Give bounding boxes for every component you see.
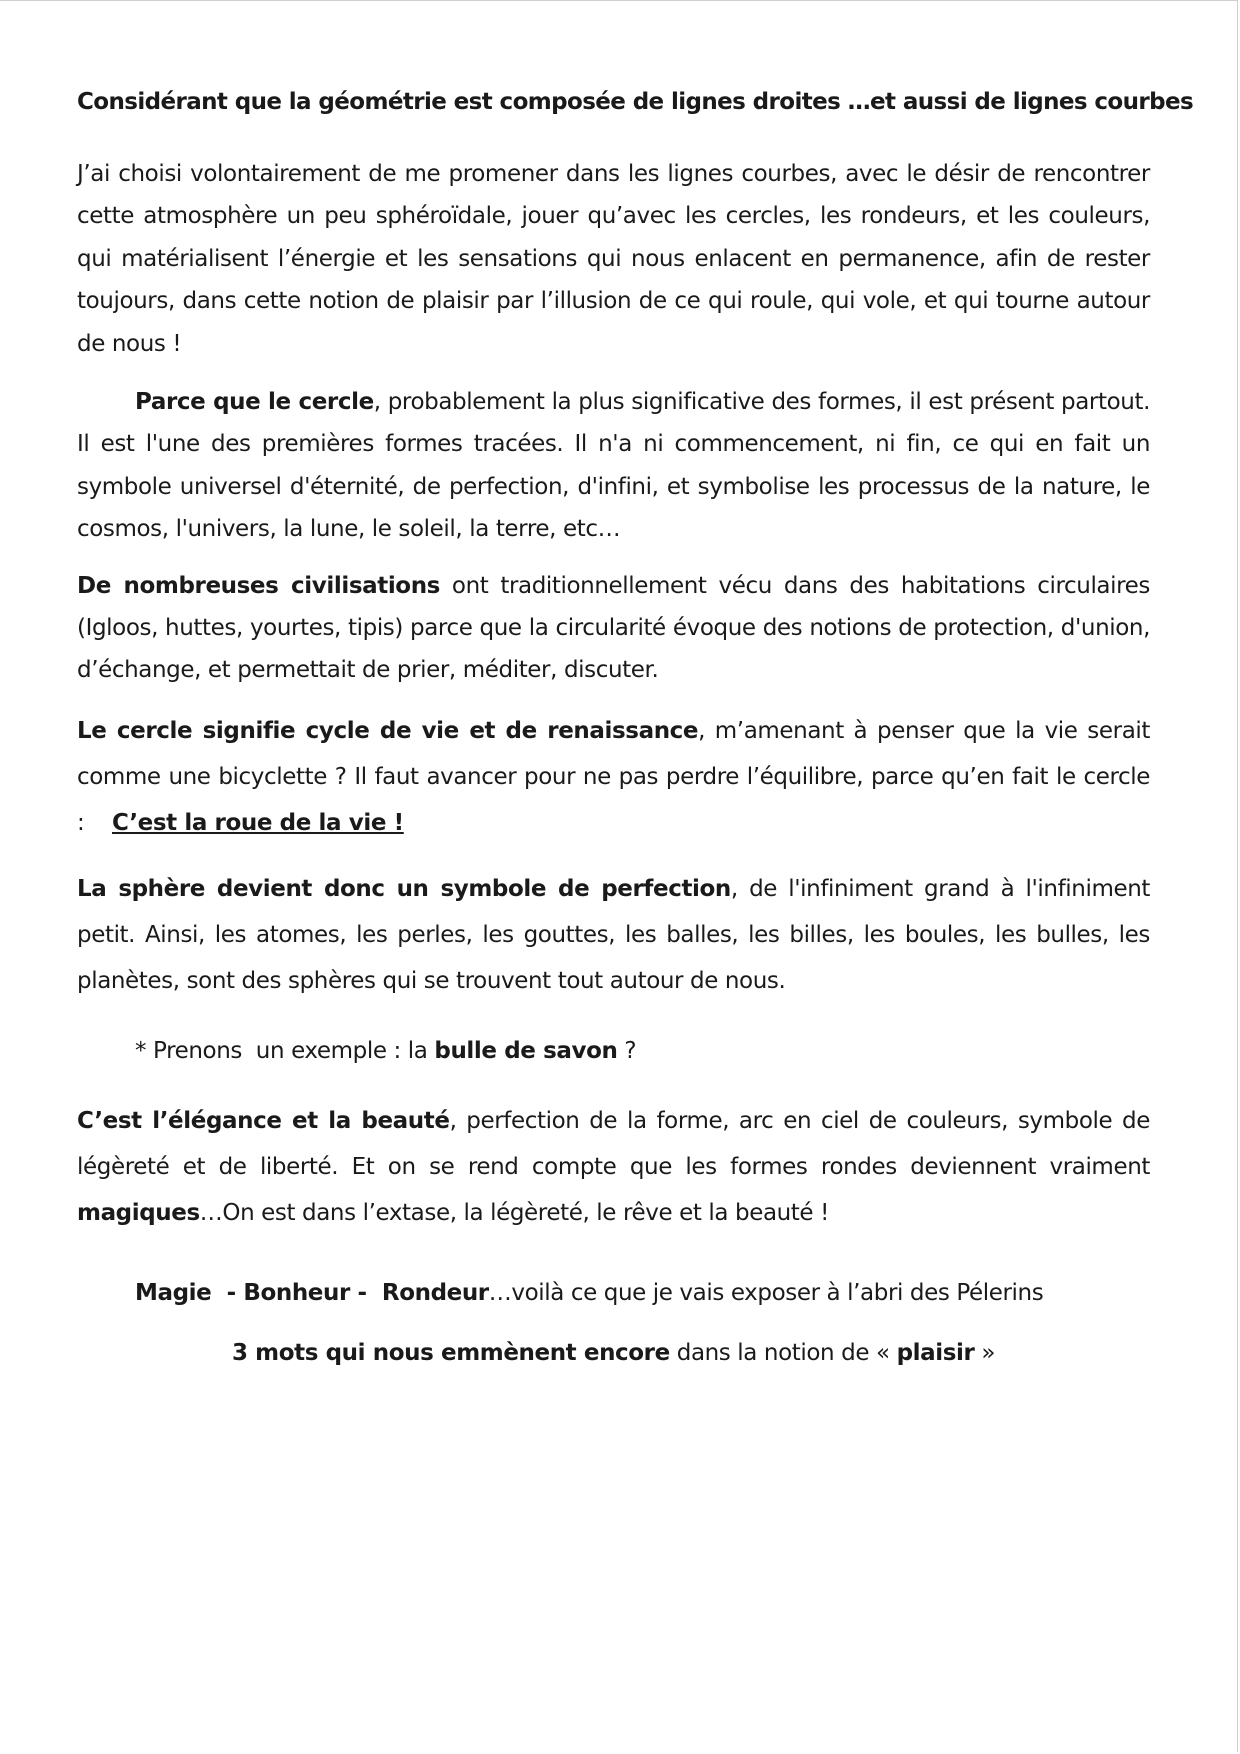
paragraph-example-prefix: * Prenons un exemple : la	[135, 1037, 435, 1064]
paragraph-life-cycle	[77, 708, 1157, 846]
paragraph-magic	[77, 1272, 1150, 1314]
paragraph-circle	[77, 381, 1150, 551]
paragraph-example-suffix: ?	[617, 1037, 637, 1064]
paragraph-life-cycle-highlight: C’est la roue de la vie !	[112, 809, 404, 836]
paragraph-three-words-text2: »	[974, 1339, 996, 1366]
paragraph-life-cycle-text: , m’amenant à penser que la vie serait comme une bicyclette ? Il faut avancer pour ne pas perdre l’équilibre, parce qu’en fait le cercle :	[77, 717, 1157, 836]
paragraph-magic-lead: Magie - Bonheur - Rondeur	[135, 1279, 489, 1306]
paragraph-three-words-bold2: plaisir	[896, 1339, 975, 1366]
paragraph-civilisations-lead: De nombreuses civilisations	[77, 572, 440, 599]
paragraph-magic-text: …voilà ce que je vais exposer à l’abri des Pélerins	[488, 1279, 1044, 1306]
paragraph-example	[77, 1030, 1150, 1072]
paragraph-three-words-lead: 3 mots qui nous emmènent encore	[231, 1339, 670, 1366]
paragraph-sphere	[77, 866, 1150, 1004]
paragraph-sphere-lead: La sphère devient donc un symbole de perfection	[77, 875, 731, 902]
paragraph-elegance-lead: C’est l’élégance et la beauté	[77, 1107, 450, 1134]
paragraph-civilisations	[77, 565, 1150, 692]
paragraph-civilisations-text: ont traditionnellement vécu dans des habitations circulaires (Igloos, huttes, yourtes, tipis) parce que la circularité évoque des notions de protection, d'union, d’échange, et permettait de prier, méditer, discuter.	[77, 572, 1150, 684]
page-title: Considérant que la géométrie est composée de lignes droites …et aussi de lignes courbes	[77, 89, 1194, 115]
paragraph-intro-text: J’ai choisi volontairement de me promener dans les lignes courbes, avec le désir de rencontrer cette atmosphère un peu sphéroïdale, jouer qu’avec les cercles, les rondeurs, et les couleurs, qui matérialisent l’énergie et les sensations qui nous enlacent en permanence, afin de rester toujours, dans cette notion de plaisir par l’illusion de ce qui roule, qui vole, et qui tourne autour de nous !	[77, 161, 1150, 357]
paragraph-elegance-text2: …On est dans l’extase, la légèreté, le rêve et la beauté !	[199, 1199, 829, 1226]
paragraph-elegance	[77, 1098, 1150, 1236]
paragraph-elegance-text: , perfection de la forme, arc en ciel de couleurs, symbole de légèreté et de liberté. Et on se rend compte que les formes rondes deviennent vraiment	[77, 1107, 1150, 1180]
paragraph-three-words-text: dans la notion de «	[669, 1339, 897, 1366]
document-body	[77, 85, 1194, 1374]
paragraph-elegance-bold2: magiques	[77, 1199, 200, 1226]
paragraph-three-words	[77, 1332, 1150, 1374]
paragraph-circle-lead: Parce que le cercle	[135, 389, 374, 416]
paragraph-life-cycle-lead: Le cercle signifie cycle de vie et de renaissance	[77, 717, 699, 744]
paragraph-example-bold: bulle de savon	[434, 1037, 618, 1064]
paragraph-sphere-text: , de l'infiniment grand à l'infiniment petit. Ainsi, les atomes, les perles, les gouttes, les balles, les billes, les boules, les bulles, les planètes, sont des sphères qui se trouvent tout autour de nous.	[77, 875, 1150, 994]
paragraph-circle-text: , probablement la plus significative des formes, il est présent partout. Il est l'une des premières formes tracées. Il n'a ni commencement, ni fin, ce qui en fait un symbole universel d'éternité, de perfection, d'infini, et symbolise les processus de la nature, le cosmos, l'univers, la lune, le soleil, la terre, etc…	[77, 389, 1150, 543]
paragraph-intro	[77, 153, 1150, 365]
